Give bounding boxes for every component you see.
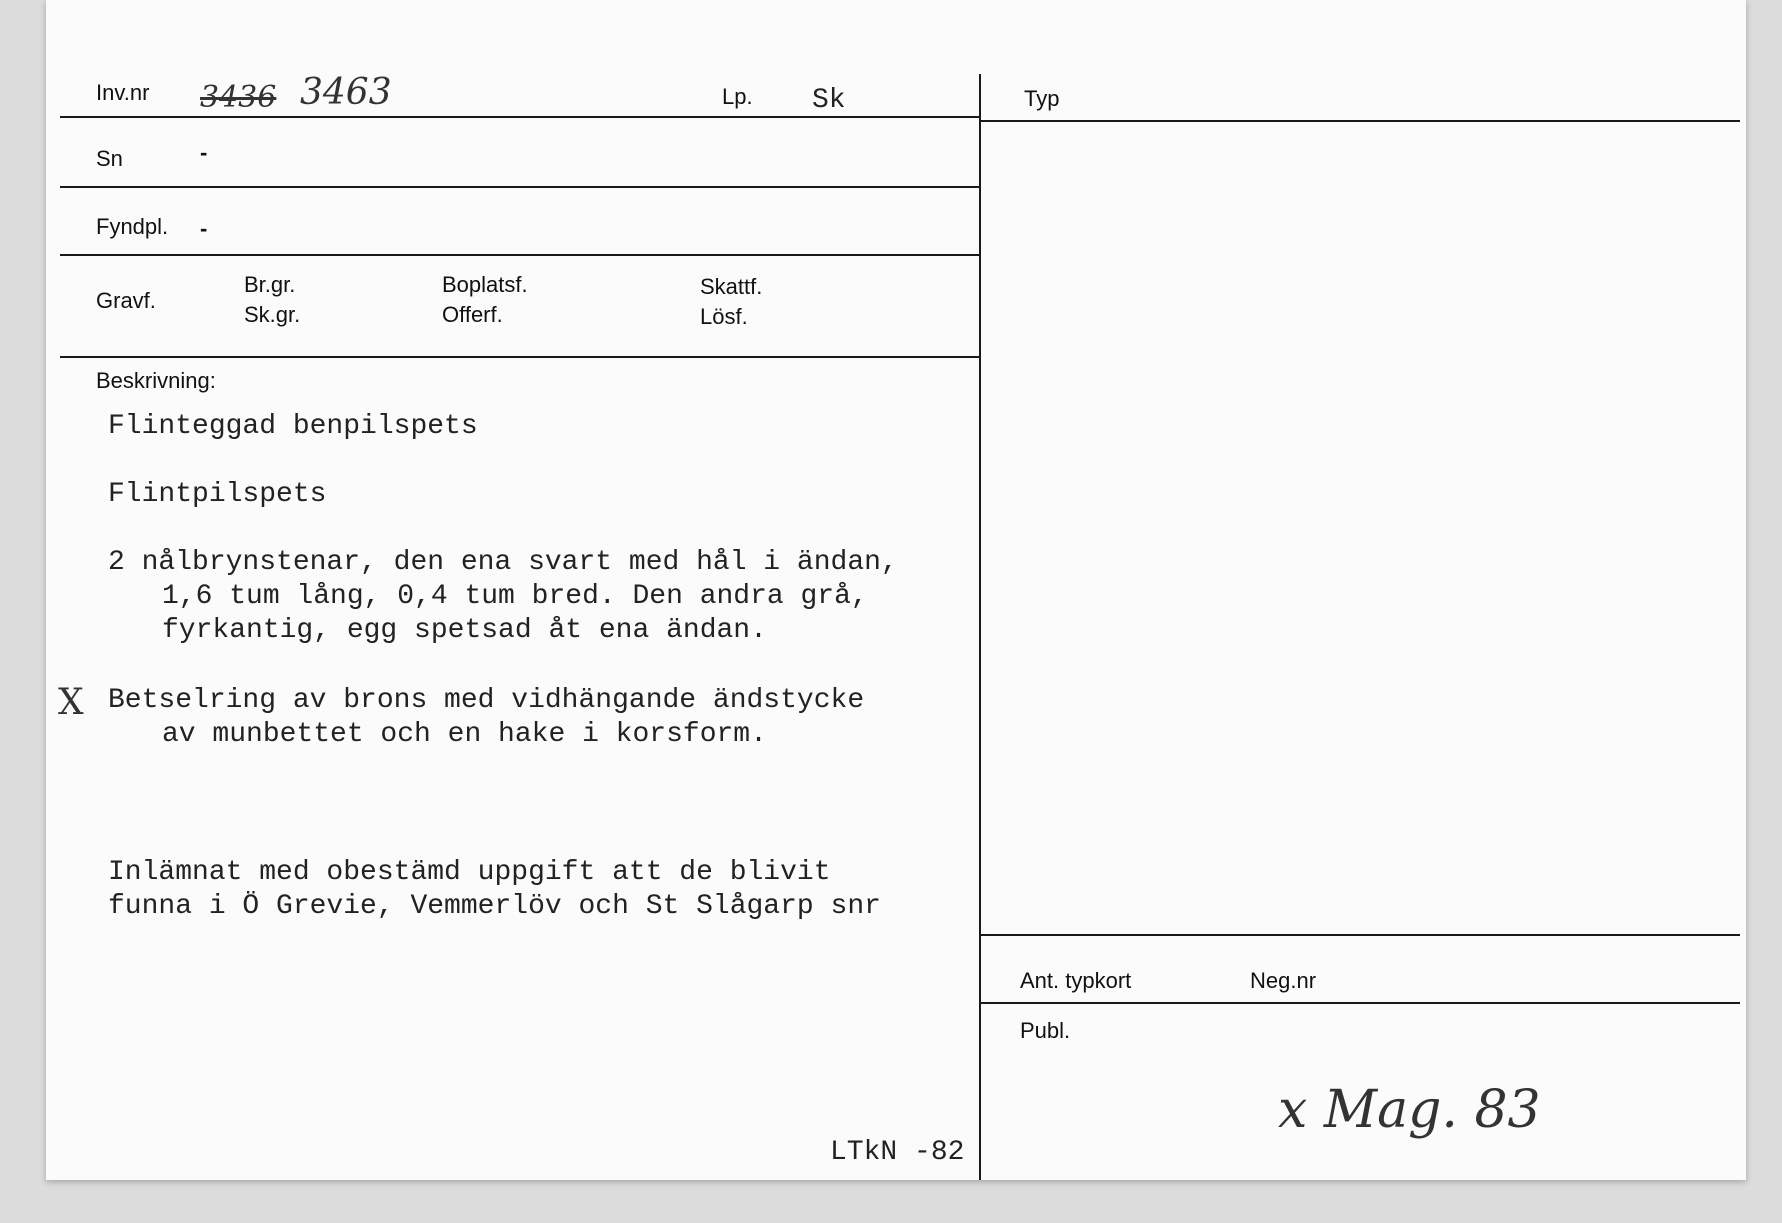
publ-label: Publ. <box>1020 1018 1071 1043</box>
description-item-3-line-3: fyrkantig, egg spetsad åt ena ändan. <box>162 615 767 646</box>
handwritten-note: x Mag. 83 <box>1278 1080 1541 1140</box>
fyndpl-value: - <box>200 216 208 241</box>
divider-typ <box>980 120 1740 122</box>
column-divider <box>979 74 981 1180</box>
description-item-1: Flinteggad benpilspets <box>108 411 478 442</box>
lp-value: Sk <box>812 85 846 116</box>
divider-category <box>60 356 980 358</box>
fyndpl-label: Fyndpl. <box>96 214 169 239</box>
divider-sn <box>60 186 980 188</box>
inv-old-number: 3436 <box>200 80 277 115</box>
description-item-4-line-1: Betselring av brons med vidhängande ändstycke <box>108 685 865 716</box>
negnr-label: Neg.nr <box>1250 968 1317 993</box>
divider-bottom-right-1 <box>980 934 1740 936</box>
offerf-label: Offerf. <box>442 302 503 327</box>
inv-new-number: 3463 <box>300 72 392 113</box>
note-line-1: Inlämnat med obestämd uppgift att de blivit <box>108 857 831 888</box>
sn-value: - <box>200 140 208 165</box>
skattf-label: Skattf. <box>700 274 763 299</box>
description-label: Beskrivning: <box>96 368 216 393</box>
divider-fyndpl <box>60 254 980 256</box>
sn-label: Sn <box>96 146 123 171</box>
boplatsf-label: Boplatsf. <box>442 272 528 297</box>
losf-label: Lösf. <box>700 304 748 329</box>
brgr-label: Br.gr. <box>244 272 296 297</box>
description-item-3-line-2: 1,6 tum lång, 0,4 tum bred. Den andra grå, <box>162 581 868 612</box>
description-item-4-line-2: av munbettet och en hake i korsform. <box>162 719 767 750</box>
ant-typkort-label: Ant. typkort <box>1020 968 1132 993</box>
catalog-card <box>46 0 1746 1180</box>
gravf-label: Gravf. <box>96 288 156 313</box>
note-line-2: funna i Ö Grevie, Vemmerlöv och St Slågarp snr <box>108 891 881 922</box>
skgr-label: Sk.gr. <box>244 302 301 327</box>
description-item-3-line-1: 2 nålbrynstenar, den ena svart med hål i ändan, <box>108 547 898 578</box>
divider-bottom-right-2 <box>980 1002 1740 1004</box>
typ-label: Typ <box>1024 86 1060 111</box>
inv-label: Inv.nr <box>96 80 150 105</box>
description-item-2: Flintpilspets <box>108 479 327 510</box>
handwritten-x-mark: X <box>58 682 84 723</box>
lp-label: Lp. <box>722 84 753 109</box>
footer-code: LTkN -82 <box>830 1137 965 1168</box>
